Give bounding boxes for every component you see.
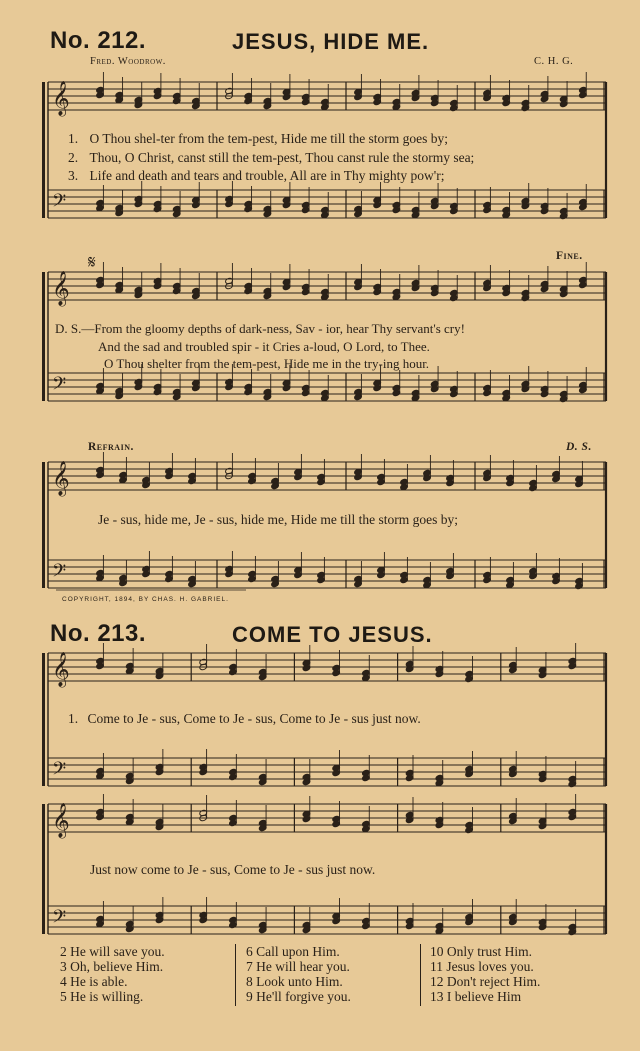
verse-number: 1.	[68, 131, 79, 146]
verse-number: 2.	[68, 150, 79, 165]
verse-item: 11 Jesus loves you.	[430, 959, 534, 974]
lyric-line-2-2: And the sad and troubled spir - it Cries a-loud, O Lord, to Thee.	[98, 339, 430, 354]
bass-clef-icon: 𝄢	[52, 191, 67, 216]
bass-clef-icon: 𝄢	[52, 907, 67, 932]
hymn-213-number: No. 213.	[50, 620, 147, 647]
system-bracket	[42, 462, 45, 588]
lyric-213-line-2: Just now come to Je - sus, Come to Je - sus just now.	[90, 862, 376, 877]
column-divider	[235, 944, 236, 1006]
verse-item: 7 He will hear you.	[246, 959, 350, 974]
hymn-212-composer: C. H. G.	[534, 56, 574, 67]
system-bracket	[42, 82, 45, 218]
verse-column-1	[60, 944, 165, 1004]
verse-column-2	[246, 944, 351, 1004]
lyric-line-1-2	[68, 150, 474, 166]
verse-item: 13 I believe Him	[430, 989, 522, 1004]
verse-item: 2 He will save you.	[60, 944, 165, 959]
refrain-label: Refrain.	[88, 441, 134, 453]
treble-clef-icon: 𝄞	[52, 271, 70, 306]
verse-number: 3.	[68, 168, 79, 183]
verse-item: 4 He is able.	[60, 974, 128, 989]
lyric-line-1-3	[68, 168, 444, 184]
treble-clef-icon: 𝄞	[52, 81, 70, 116]
fine-label: Fine.	[556, 250, 583, 262]
verse-list	[60, 944, 580, 1008]
verse-item: 3 Oh, believe Him.	[60, 959, 164, 974]
bass-clef-icon: 𝄢	[52, 374, 67, 399]
lyric-line-2-1	[55, 321, 465, 337]
verse-column-3	[430, 944, 540, 1004]
refrain-lyric: Je - sus, hide me, Je - sus, hide me, Hide me till the storm goes by;	[98, 512, 458, 527]
lyric-line-2-3: O Thou shelter from the tem-pest, Hide me in the try-ing hour.	[104, 356, 430, 371]
ds-marker: D. S.	[566, 441, 592, 453]
lyric-text: O Thou shel-ter from the tem-pest, Hide me till the storm goes by;	[89, 131, 449, 146]
segno-sign: 𝄋	[88, 252, 96, 272]
verse-item: 12 Don't reject Him.	[430, 974, 541, 989]
hymn-212-number: No. 212.	[50, 27, 147, 54]
bass-clef-icon: 𝄢	[52, 561, 67, 586]
ds-label: D. S.—	[55, 321, 95, 336]
verse-item: 8 Look unto Him.	[246, 974, 343, 989]
verse-item: 5 He is willing.	[60, 989, 144, 1004]
treble-clef-icon: 𝄞	[52, 803, 70, 838]
hymn-212-lyricist: Fred. Woodrow.	[90, 56, 166, 67]
treble-clef-icon: 𝄞	[52, 461, 70, 496]
verse-item: 6 Call upon Him.	[246, 944, 340, 959]
verse-number: 1.	[68, 711, 79, 726]
lyric-text: Life and death and tears and trouble, All are in Thy mighty pow'r;	[89, 168, 445, 183]
hymn-213-title: COME TO JESUS.	[232, 622, 433, 647]
lyric-text: Thou, O Christ, canst still the tem-pest, Thou canst rule the stormy sea;	[89, 150, 475, 165]
verse-item: 9 He'll forgive you.	[246, 989, 351, 1004]
lyric-text: Come to Je - sus, Come to Je - sus, Come to Je - sus just now.	[87, 711, 421, 726]
lyric-line-1-1	[68, 131, 448, 147]
hymn-212-title: JESUS, HIDE ME.	[232, 29, 430, 54]
system-bracket	[42, 653, 45, 786]
verse-item: 10 Only trust Him.	[430, 944, 533, 959]
system-bracket	[42, 272, 45, 401]
lyric-text: From the gloomy depths of dark-ness, Sav - ior, hear Thy servant's cry!	[94, 321, 465, 336]
bass-clef-icon: 𝄢	[52, 759, 67, 784]
lyric-213-line-1	[68, 711, 421, 727]
copyright-notice: COPYRIGHT, 1894, BY CHAS. H. GABRIEL.	[62, 596, 229, 603]
system-bracket	[42, 804, 45, 934]
column-divider	[420, 944, 421, 1006]
treble-clef-icon: 𝄞	[52, 652, 70, 687]
